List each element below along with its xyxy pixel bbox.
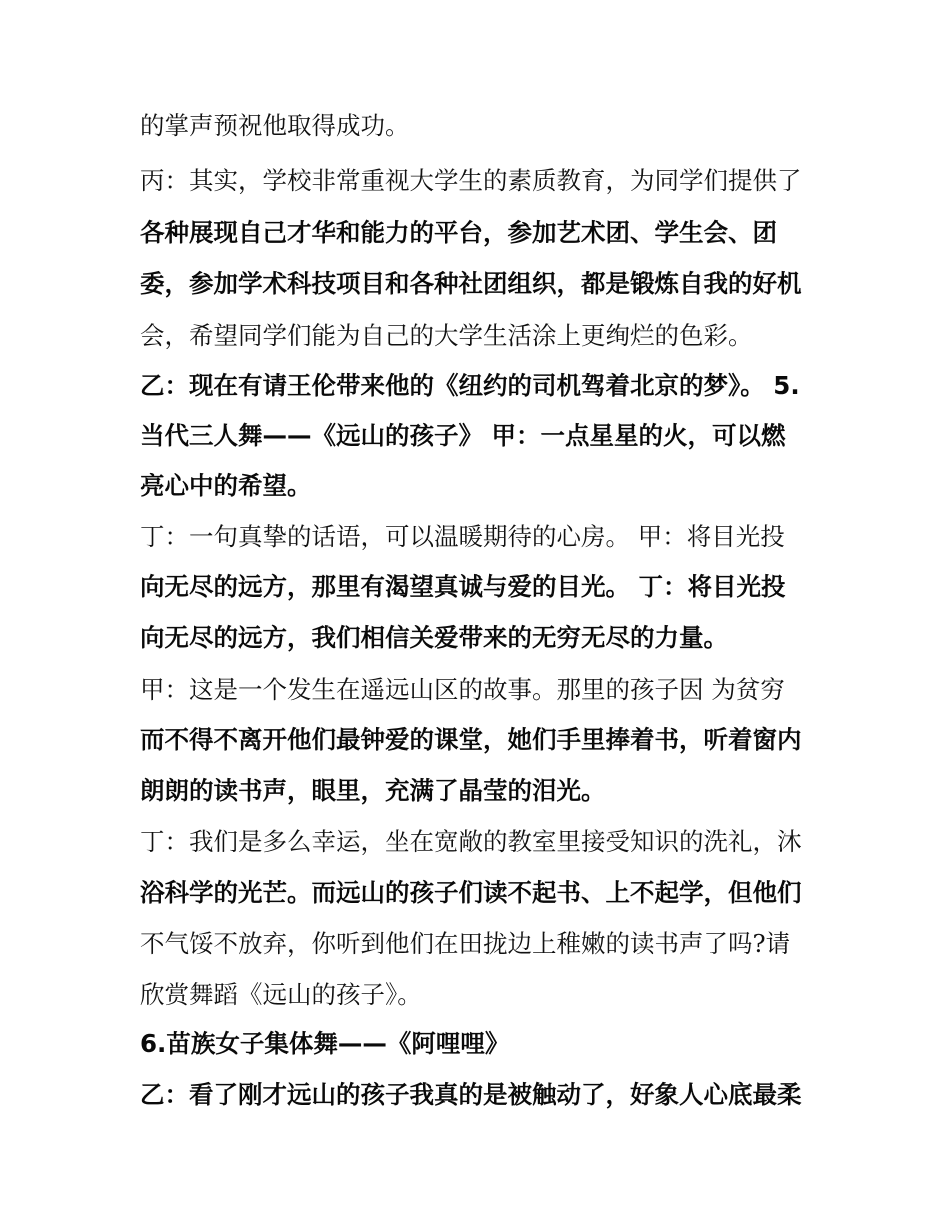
text-line: 而不得不离开他们最钟爱的课堂，她们手里捧着书，听着窗内 bbox=[140, 725, 802, 754]
text-line: 向无尽的远方，我们相信关爱带来的无穷无尽的力量。 bbox=[140, 623, 728, 652]
text-line: 乙：看了刚才远山的孩子我真的是被触动了，好象人心底最柔 bbox=[140, 1080, 802, 1109]
text-line: 不气馁不放弃，你听到他们在田拢边上稚嫩的读书声了吗?请 bbox=[140, 929, 791, 958]
text-line: 各种展现自己才华和能力的平台，参加艺术团、学生会、团 bbox=[140, 218, 777, 247]
text-line: 会，希望同学们能为自己的大学生活涂上更绚烂的色彩。 bbox=[140, 321, 753, 350]
text-line: 丁：我们是多么幸运，坐在宽敞的教室里接受知识的洗礼，沐 bbox=[140, 827, 802, 856]
text-line: 欣赏舞蹈《远山的孩子》。 bbox=[140, 980, 422, 1009]
text-line: 亮心中的希望。 bbox=[140, 471, 312, 500]
text-line: 甲：这是一个发生在遥远山区的故事。那里的孩子因 为贫穷 bbox=[140, 675, 785, 704]
text-line: 的掌声预祝他取得成功。 bbox=[140, 111, 410, 140]
text-line: 当代三人舞——《远山的孩子》 甲：一点星星的火，可以燃 bbox=[140, 421, 786, 450]
text-line: 乙：现在有请王伦带来他的《纽约的司机驾着北京的梦》。 5. bbox=[140, 371, 800, 400]
text-line: 委，参加学术科技项目和各种社团组织，都是锻炼自我的好机 bbox=[140, 269, 802, 298]
section-heading: 6.苗族女子集体舞——《阿哩哩》 bbox=[140, 1029, 510, 1058]
text-line: 丙：其实，学校非常重视大学生的素质教育，为同学们提供了 bbox=[140, 166, 802, 195]
text-line: 浴科学的光芒。而远山的孩子们读不起书、上不起学，但他们 bbox=[140, 878, 802, 907]
text-line: 丁：一句真挚的话语，可以温暖期待的心房。 甲：将目光投 bbox=[140, 522, 785, 551]
text-line: 朗朗的读书声，眼里，充满了晶莹的泪光。 bbox=[140, 776, 606, 805]
text-line: 向无尽的远方，那里有渴望真诚与爱的目光。 丁：将目光投 bbox=[140, 572, 786, 601]
